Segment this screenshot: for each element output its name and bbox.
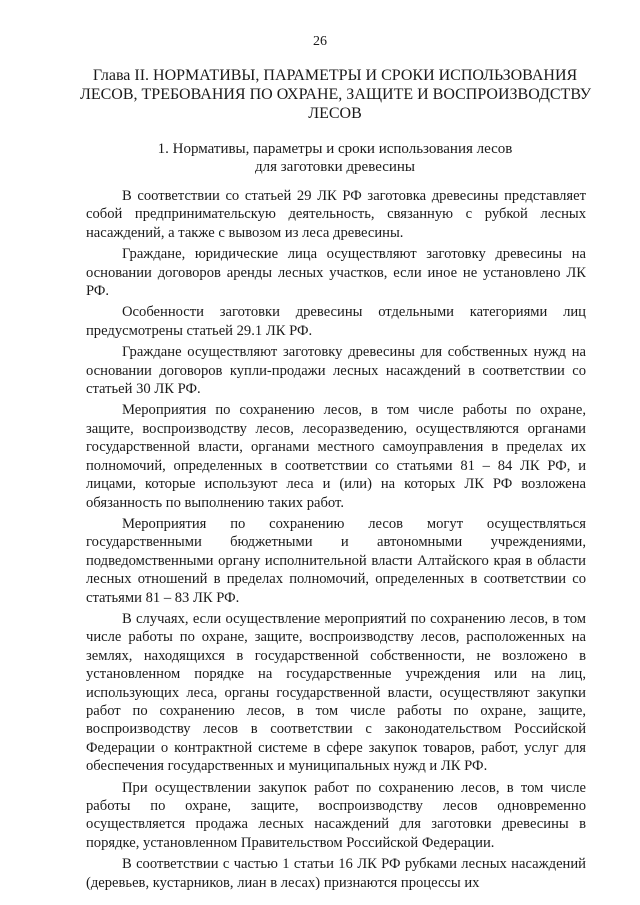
paragraph: Особенности заготовки древесины отдельными категориями лиц предусмотрены статьей 29.1 ЛК РФ.	[86, 304, 586, 339]
paragraph: Мероприятия по сохранению лесов, в том числе работы по охране, защите, воспроизводству лесов, лесоразведению, осуществляются органами государственной власти, органами местного самоуправления в пределах их полномочий, определенных в соответствии со статьями 81 – 84 ЛК РФ, и лицами, которые используют леса и (или) на которых ЛК РФ возложена обязанность по выполнению таких работ.	[86, 402, 586, 511]
paragraph: В случаях, если осуществление мероприятий по сохранению лесов, в том числе работы по охране, защите, воспроизводству лесов, расположенных на землях, находящихся в государственной собственности, не возложено в установленном порядке на государственные учреждения или на лиц, использующих леса, органы государственной власти, осуществляют закупки работ по сохранению лесов, в том числе работы по охране, защите, воспроизводству лесов в соответствии с законодательством Российской Федерации о контрактной системе в сфере закупок товаров, работ, услуг для обеспечения государственных и муниципальных нужд и ЛК РФ.	[86, 610, 586, 775]
paragraph: Граждане, юридические лица осуществляют заготовку древесины на основании договоров аренды лесных участков, если иное не установлено ЛК РФ.	[86, 246, 586, 300]
chapter-title	[80, 66, 590, 123]
section-title-line: для заготовки древесины	[254, 159, 416, 175]
paragraph: Граждане осуществляют заготовку древесины для собственных нужд на основании договоров купли-продажи лесных насаждений в соответствии со статьей 30 ЛК РФ.	[86, 344, 586, 398]
chapter-title-line: ЛЕСОВ, ТРЕБОВАНИЯ ПО ОХРАНЕ, ЗАЩИТЕ И ВОСПРОИЗВОДСТВУ	[80, 86, 592, 103]
chapter-title-line: Глава II. НОРМАТИВЫ, ПАРАМЕТРЫ И СРОКИ ИСПОЛЬЗОВАНИЯ	[92, 67, 578, 84]
chapter-title-line: ЛЕСОВ	[308, 105, 362, 122]
paragraph: При осуществлении закупок работ по сохранению лесов, в том числе работы по охране, защите, воспроизводству лесов одновременно осуществляется продажа лесных насаждений для заготовки древесины в порядке, установленном Правительством Российской Федерации.	[86, 779, 586, 851]
section-title	[80, 140, 590, 176]
paragraph: Мероприятия по сохранению лесов могут осуществляться государственными бюджетными и автономными учреждениями, подведомственными органу исполнительной власти Алтайского края в области лесных отношений в пределах полномочий, определенных в соответствии со статьями 81 – 83 ЛК РФ.	[86, 515, 586, 606]
paragraph: В соответствии со статьей 29 ЛК РФ заготовка древесины представляет собой предпринимательскую деятельность, связанную с рубкой лесных насаждений, а также с вывозом из леса древесины.	[86, 188, 586, 241]
paragraph: В соответствии с частью 1 статьи 16 ЛК РФ рубками лесных насаждений (деревьев, кустарников, лиан в лесах) признаются процессы их	[86, 856, 586, 891]
page-number: 26	[313, 34, 327, 49]
section-title-line: 1. Нормативы, параметры и сроки использования лесов	[157, 141, 513, 157]
body-text	[86, 187, 586, 895]
